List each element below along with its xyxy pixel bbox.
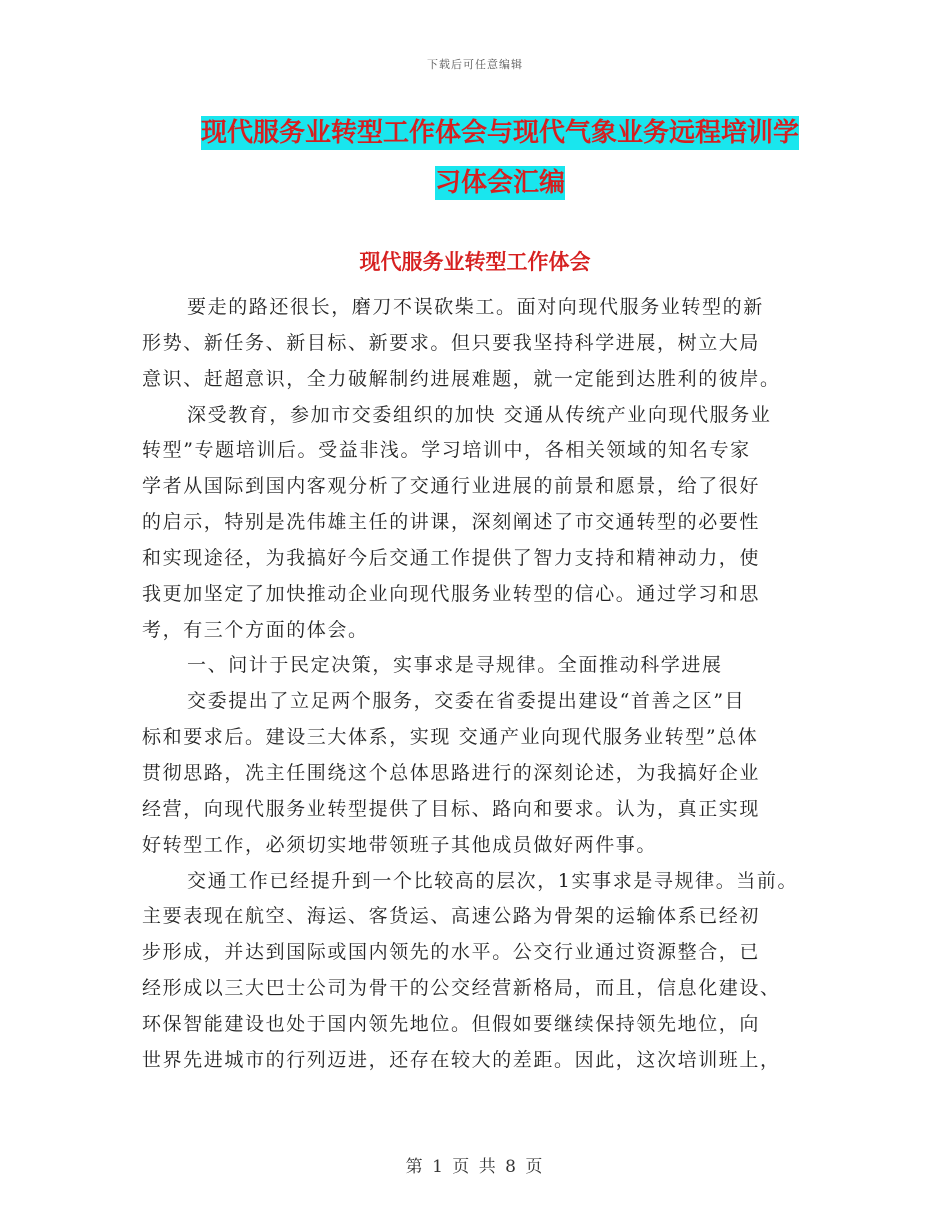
header-note: 下载后可任意编辑 <box>427 58 523 71</box>
body-line: 考，有三个方面的体会。 <box>142 618 369 641</box>
body-line: 学者从国际到国内客观分析了交通行业进展的前景和愿景，给了很好 <box>142 475 761 498</box>
body-line: 形势、新任务、新目标、新要求。但只要我坚持科学进展，树立大局 <box>142 331 761 354</box>
body-line: 经营，向现代服务业转型提供了目标、路向和要求。认为，真正实现 <box>142 797 761 820</box>
body-line: 交委提出了立足两个服务，交委在省委提出建设“首善之区”目 <box>187 690 746 713</box>
section-title: 现代服务业转型工作体会 <box>359 250 591 274</box>
body-line: 意识、赶超意识，全力破解制约进展难题，就一定能到达胜利的彼岸。 <box>142 367 781 390</box>
body-line: 好转型工作，必须切实地带领班子其他成员做好两件事。 <box>142 833 658 856</box>
body-line: 环保智能建设也处于国内领先地位。但假如要继续保持领先地位，向 <box>142 1012 761 1035</box>
document-title <box>180 108 820 208</box>
body-text <box>142 290 822 1079</box>
page-footer: 第 1 页 共 8 页 <box>405 1157 545 1177</box>
body-line: 的启示，特别是冼伟雄主任的讲课，深刻阐述了市交通转型的必要性 <box>142 511 761 534</box>
body-line: 和实现途径，为我搞好今后交通工作提供了智力支持和精神动力，使 <box>142 546 761 569</box>
body-line: 我更加坚定了加快推动企业向现代服务业转型的信心。通过学习和思 <box>142 582 761 605</box>
body-line: 交通工作已经提升到一个比较高的层次，1实事求是寻规律。当前。 <box>187 869 799 892</box>
body-line: 经形成以三大巴士公司为骨干的公交经营新格局，而且，信息化建设、 <box>142 977 781 1000</box>
body-line: 主要表现在航空、海运、客货运、高速公路为骨架的运输体系已经初 <box>142 905 761 928</box>
body-line: 世界先进城市的行列迈进，还存在较大的差距。因此，这次培训班上， <box>142 1048 781 1071</box>
body-line: 步形成，并达到国际或国内领先的水平。公交行业通过资源整合，已 <box>142 941 761 964</box>
document-title-line-2: 习体会汇编 <box>434 168 565 198</box>
body-line: 深受教育，参加市交委组织的加快 交通从传统产业向现代服务业 <box>187 403 772 426</box>
document-title-line-1: 现代服务业转型工作体会与现代气象业务远程培训学 <box>200 118 799 148</box>
body-line: 要走的路还很长，磨刀不误砍柴工。面对向现代服务业转型的新 <box>187 296 764 318</box>
body-line: 一、问计于民定决策，实事求是寻规律。全面推动科学进展 <box>187 654 723 677</box>
body-line: 转型”专题培训后。受益非浅。学习培训中，各相关领域的知名专家 <box>142 439 751 462</box>
body-line: 贯彻思路，冼主任围绕这个总体思路进行的深刻论述，为我搞好企业 <box>142 761 761 784</box>
body-line: 标和要求后。建设三大体系，实现 交通产业向现代服务业转型”总体 <box>142 726 759 749</box>
